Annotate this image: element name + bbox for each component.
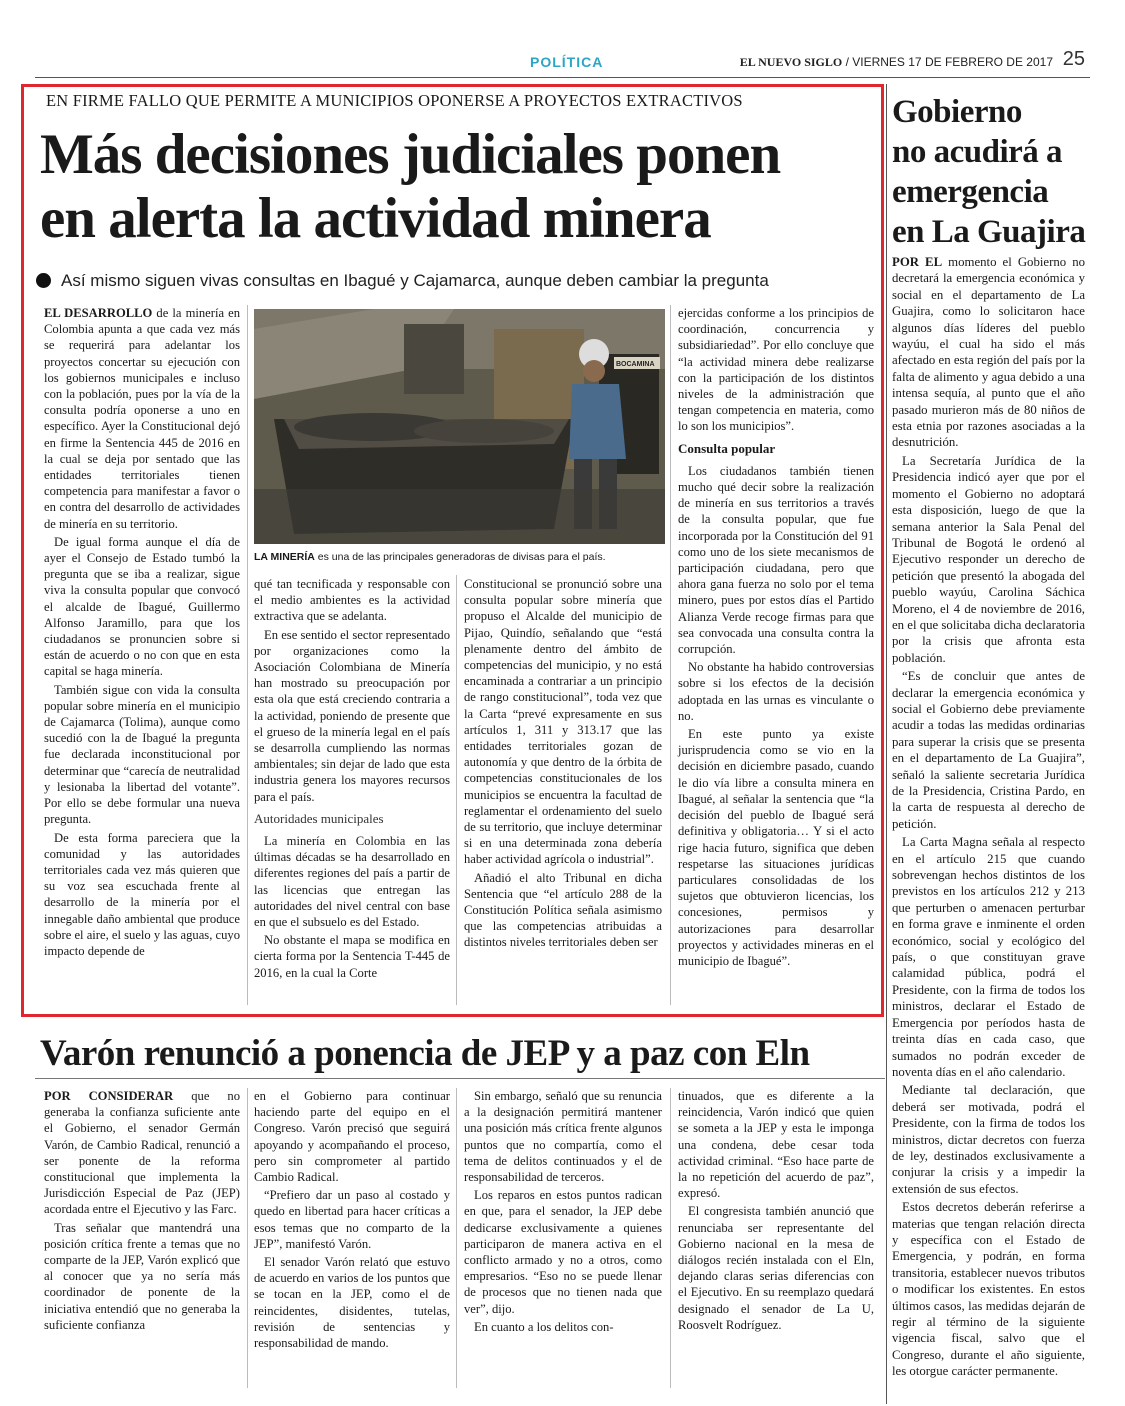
paragraph: “Prefiero dar un paso al costado y quedo en libertad para hacer críticas a esos temas que no comparto de la JEP”, manifestó Varón.: [254, 1188, 450, 1251]
paragraph: “Es de concluir que antes de declarar la emergencia económica y social el Gobierno debe previamente acudir a todas las medidas ordinarias para superar la crisis que se presenta en el departamento de La Guajira”, señaló la saliente secretaria Jurídica de la Presidencia, Cristina Pardo, en la carta de respuesta al derecho de petición.: [892, 669, 1085, 831]
subheading: Consulta popular: [678, 440, 776, 456]
sidebar-body: [892, 254, 1085, 1382]
article-headline: [40, 123, 880, 251]
column-rule: [247, 305, 248, 1005]
headline-line-4: en La Guajira: [892, 214, 1086, 250]
paragraph: Los reparos en estos puntos radican en que, para el senador, la JEP debe dedicarse exclusivamente a quienes participaron de manera activa en el conflicto armado y no a otros, como empresarios. “Eso no se puede llenar de procesos que no tienen nada que ver”, dijo.: [464, 1188, 662, 1316]
paragraph: Constitucional se pronunció sobre una consulta popular sobre minería que propuso el Alcalde del municipio de Pijao, Quindío, señalando que “está plenamente dentro del ámbito de competencias del municipio, y no está encaminada a contrariar a un principio de rango constitucional”, toda vez que la Carta “prevé expresamente en sus artículos 1, 311 y 313.17 que las entidades territoriales gozan de autonomía y que dentro de la órbita de competencias constitucionales de los municipios se encuentra la facultad de reglamentar el ordenamiento del suelo de su territorio, que incluye determinar si en una determinada zona debería haber actividad agrícola o industrial”.: [464, 577, 662, 867]
paragraph: Mediante tal declaración, que deberá ser motivada, podrá el Presidente, con la firma de todos los ministros, dictar decretos con fuerza de ley, destinados exclusivamente a conjurar la crisis y a impedir la extensión de sus efectos.: [892, 1083, 1085, 1196]
header-rule: [35, 77, 1090, 78]
feature-column-4: [678, 305, 874, 971]
caption-lead: LA MINERÍA: [254, 551, 315, 563]
column-rule: [456, 1088, 457, 1388]
feature-column-1: [44, 305, 240, 961]
paragraph: La minería en Colombia en las últimas décadas se ha desarrollado en diferentes regiones del país a partir de las licencias que entregan las autoridades del nivel central con base en que el subsuelo es del Estado.: [254, 834, 450, 930]
miner-cart-illustration: [254, 309, 665, 544]
section-label: POLÍTICA: [530, 54, 604, 70]
paragraph: En cuanto a los delitos con-: [474, 1319, 614, 1334]
paragraph: Tras señalar que mantendrá una posición crítica frente a temas que no comparte de la JEP, Varón explicó que al conocer que ya no sería más coordinador de ponente de la iniciativa entendió que no generaba la suficiente confianza: [44, 1220, 240, 1332]
column-rule: [670, 305, 671, 1005]
paragraph: De igual forma aunque el día de ayer el Consejo de Estado tumbó la pregunta que se iba a realizar, sigue viva la consulta popular que convocó el alcalde de Ibagué, Guillermo Alfonso Jaramillo, para que los ciudadanos se pronuncien sobre si están de acuerdo o no con que en esta capital se haga minería.: [44, 534, 240, 679]
paragraph: momento el Gobierno no decretará la emergencia económica y social en el departamento de La Guajira, como lo solicitaron hace algunos días líderes del pueblo wayúu, el cual ha sido el más afectado en esta región del país por la falta de alimento y agua debido a una intensa sequía, al punto que el año pasado murieron más de 80 niños de esta etnia por razones asociadas a la desnutrición.: [892, 255, 1085, 450]
headline-rule: [35, 1078, 885, 1079]
second-article-headline: Varón renunció a ponencia de JEP y a paz con Eln: [40, 1033, 810, 1074]
paragraph: ejercidas conforme a los principios de coordinación, concurrencia y subsidiariedad”. Por ello concluye que “la actividad minera debe realizarse con la participación de los distintos niveles de la administración que tengan competencia en materia, como lo son los municipios”.: [678, 306, 874, 434]
paragraph: La Secretaría Jurídica de la Presidencia indicó ayer que por el momento el Gobierno no adoptará esta disposición, luego de que la semana anterior la Sala Penal del Tribunal de Bogotá le ordenó al Ejecutivo responder un derecho de petición que presentó la abogada del pueblo wayúu, Carolina Sáchica Moreno, el 4 de noviembre de 2016, en el que solicitaba dicha declaratoria por la crisis que afronta esta población.: [892, 453, 1085, 665]
photo-caption: [254, 551, 674, 563]
page-number: 25: [1062, 48, 1085, 70]
mining-photo: [254, 309, 665, 544]
second-column-4: [678, 1088, 874, 1335]
subhead-text: Así mismo siguen vivas consultas en Ibagué y Cajamarca, aunque deben cambiar la pregunta: [61, 271, 769, 290]
feature-column-3: [464, 576, 662, 953]
sidebar-headline: [892, 92, 1092, 252]
headline-line-2: en alerta la actividad minera: [40, 187, 711, 250]
paragraph: que no generaba la confianza suficiente ante el Gobierno, el senador Germán Varón, de Cambio Radical, renunció a ser ponente de la reforma constitucional que implementa la Jurisdicción Especial de Paz (JEP) acordada entre el Ejecutivo y las Farc.: [44, 1089, 241, 1217]
lead-in: POR CONSIDERAR: [44, 1089, 174, 1103]
paragraph: Sin embargo, señaló que su renuncia a la designación permitirá mantener una posición más crítica frente algunos puntos que no compartía, como el tema de delitos continuados y el de responsabilidad de terceros.: [464, 1089, 662, 1185]
sidebar-rule: [886, 84, 887, 1404]
paragraph: El congresista también anunció que renunciaba ser representante del Gobierno nacional en la mesa de diálogos recién instalada con el Eln, dejando claras serias diferencias con el Ejecutivo. En su reemplazo quedará designado el senador de La U, Roosvelt Rodríguez.: [678, 1204, 874, 1332]
subheading: Autoridades municipales: [254, 810, 384, 826]
headline-line-2: no acudirá a: [892, 134, 1063, 170]
page-header: [0, 0, 1125, 70]
paragraph: El senador Varón relató que estuvo de acuerdo en varios de los puntos que se tocan en la JEP, como el de reincidentes, disidentes, tutelas, revisión de sentencias y responsabilidad de mando.: [254, 1255, 450, 1351]
second-column-1: [44, 1088, 240, 1335]
lead-in: POR EL: [892, 255, 943, 269]
paragraph: en el Gobierno para continuar haciendo parte del equipo en el Congreso. Varón precisó que seguirá apoyando y acompañando el proceso, pero sin comprometer al partido Cambio Radical.: [254, 1089, 450, 1185]
headline-line-1: Gobierno: [892, 94, 1022, 130]
column-rule: [670, 1088, 671, 1388]
paragraph: Añadió el alto Tribunal en dicha Sentencia que “el artículo 288 de la Constitución Política señala asimismo que las competencias atribuidas a distintos niveles territoriales deben ser: [464, 870, 662, 950]
paragraph: qué tan tecnificada y responsable con el medio ambientes es la actividad extractiva que se adelanta.: [254, 577, 450, 624]
lead-in: EL DESARROLLO: [44, 306, 153, 320]
publication-line: [740, 55, 1053, 70]
bocamina-sign: BOCAMINA: [616, 361, 655, 368]
article-kicker: EN FIRME FALLO QUE PERMITE A MUNICIPIOS OPONERSE A PROYECTOS EXTRACTIVOS: [46, 91, 743, 110]
paragraph: No obstante ha habido controversias sobre si los efectos de la decisión adoptada en las urnas es vinculante o no.: [678, 660, 874, 723]
headline-line-1: Más decisiones judiciales ponen: [40, 123, 781, 186]
paragraph: tinuados, que es diferente a la reincidencia, Varón indicó que quien se someta a la JEP y esta le imponga una condena, debe cesar toda actividad criminal. “Eso hace parte de la no repetición del acuerdo de paz”, expresó.: [678, 1089, 874, 1201]
article-subhead: [36, 271, 876, 291]
paragraph: Los ciudadanos también tienen mucho qué decir sobre la realización de minería en sus territorios a través de la consulta popular, que fue incorporada por la Constitución del 91 como uno de los siete mecanismos de participación ciudadana, pero que ahora gana fuerza no solo por el tema minero, pues por estos días el Partido Alianza Verde recoge firmas para que sea convocada una consulta contra la corrupción.: [678, 463, 874, 657]
paragraph: De esta forma pareciera que la comunidad y las autoridades territoriales cada vez más quieren que su voz sea escuchada frente al desarrollo de la minería por el innegable daño ambiental que produce sobre el aire, el suelo y las aguas, cuyo impacto depende de: [44, 830, 240, 958]
issue-date: / VIERNES 17 DE FEBRERO DE 2017: [845, 55, 1053, 69]
newspaper-name: EL NUEVO SIGLO: [739, 55, 843, 69]
feature-column-2: [254, 576, 450, 983]
paragraph: No obstante el mapa se modifica en cierta forma por la Sentencia T-445 de 2016, en la cual la Corte: [254, 933, 450, 980]
paragraph: La Carta Magna señala al respecto en el artículo 215 que cuando sobrevengan hechos distintos de los previstos en los artículos 212 y 213 que perturben o amenacen perturbar en forma grave e inminente el orden económico, social y ecológico del país, o que constituyan grave calamidad pública, podrá el Presidente, con la firma de todos los ministros, declarar el Estado de Emergencia por períodos hasta de treinta días en cada caso, que sumados no podrán exceder de noventa días en el año calendario.: [892, 835, 1085, 1079]
column-rule: [247, 1088, 248, 1388]
paragraph: En este punto ya existe jurisprudencia como se vio en la decisión en diciembre pasado, cuando le dio vía libre a consulta minera en Ibagué, al señalar la sentencia que “la decisión del pueblo de Ibagué será definitiva y obligatoria… Y si el acto rige hacia futuro, significa que deben respetarse las situaciones jurídicas particulares consolidadas de los sujetos que obtuvieron licencias, los concesiones, permisos y autorizaciones para desarrollar proyectos y actividades mineras en el municipio de Ibagué”.: [678, 727, 874, 968]
paragraph: También sigue con vida la consulta popular sobre minería en el municipio de Cajamarca (Tolima), aunque como sucedió con la de Ibagué la pregunta fue declarada inconstitucional por determinar que “carecía de neutralidad y lesionaba la libertad del votante”. Por ello se debe formular una nueva pregunta.: [44, 682, 240, 827]
paragraph: Estos decretos deberán referirse a materias que tengan relación directa y específica con el Estado de Emergencia, y podrán, en forma transitoria, establecer nuevos tributos o modificar los existentes. En estos últimos casos, las medidas dejarán de regir al término de la siguiente vigencia fiscal, salvo que el Congreso, durante el año siguiente, les otorgue carácter permanente.: [892, 1200, 1085, 1379]
second-column-2: [254, 1088, 450, 1353]
bullet-icon: [36, 273, 51, 288]
headline-line-3: emergencia: [892, 174, 1049, 210]
paragraph: de la minería en Colombia apunta a que cada vez más se requerirá para adelantar los proyectos concertar su ejecución con los gobiernos municipales e incluso con la población, pues por la vía de la consulta podría oponerse a uno en específico. Ayer la Constitucional dejó en firme la Sentencia 445 de 2016 en la cual se deja por sentado que las entidades territoriales tienen competencia para manifestar a favor o en contra del desarrollo de actividades de minería en su territorio.: [44, 306, 240, 531]
column-rule: [456, 575, 457, 1005]
paragraph: En ese sentido el sector representado por organizaciones como la Asociación Colombiana de Minería han mostrado su preocupación por esta ola que está creciendo contraria a la actividad, poniendo de presente que el grueso de la minería legal en el país se desarrolla cumpliendo las normas ambientales; sin dejar de lado que esta industria genera los mayores recursos para el país.: [254, 627, 450, 804]
second-column-3: [464, 1088, 662, 1337]
caption-text: es una de las principales generadoras de divisas para el país.: [314, 551, 606, 563]
